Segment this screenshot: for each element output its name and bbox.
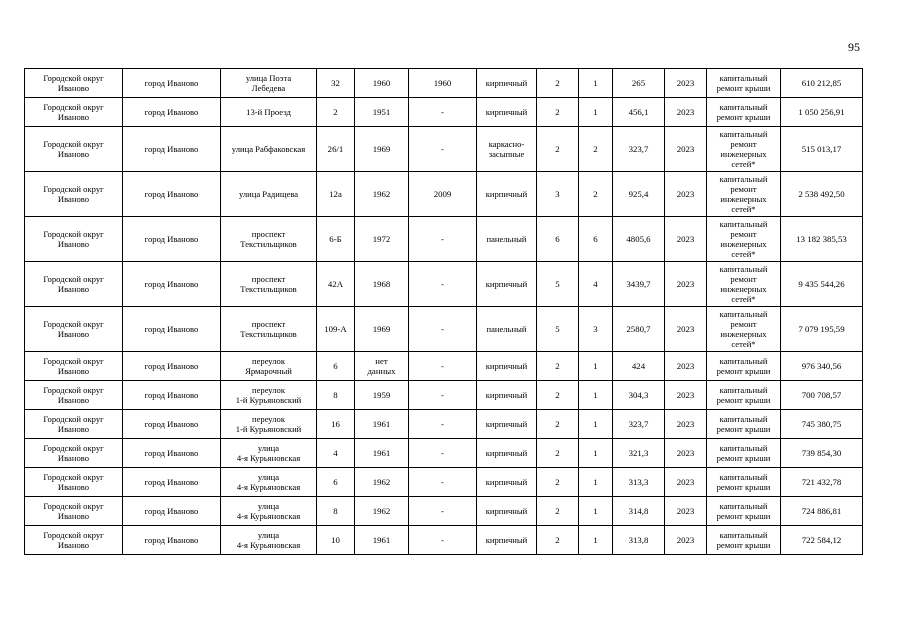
settlement-cell: город Иваново	[123, 307, 221, 352]
house-number-cell: 6-Б	[317, 217, 355, 262]
wall-material-cell: кирпичный	[477, 410, 537, 439]
year-built-cell: 1959	[355, 381, 409, 410]
year-renovated-cell: -	[409, 497, 477, 526]
area-cell: 323,7	[613, 410, 665, 439]
cost-cell: 2 538 492,50	[781, 172, 863, 217]
page-number: 95	[848, 40, 860, 54]
street-cell: переулок Ярмарочный	[221, 352, 317, 381]
planned-year-cell: 2023	[665, 352, 707, 381]
year-renovated-cell: 1960	[409, 69, 477, 98]
year-renovated-cell: -	[409, 468, 477, 497]
entrances-cell: 1	[579, 381, 613, 410]
wall-material-cell: каркасно- засыпные	[477, 127, 537, 172]
cost-cell: 700 708,57	[781, 381, 863, 410]
street-cell: улица 4-я Курьяновская	[221, 526, 317, 555]
housing-repair-table	[24, 68, 863, 555]
street-cell: проспект Текстильщиков	[221, 307, 317, 352]
year-renovated-cell: -	[409, 352, 477, 381]
entrances-cell: 1	[579, 352, 613, 381]
wall-material-cell: панельный	[477, 217, 537, 262]
entrances-cell: 1	[579, 439, 613, 468]
area-cell: 2580,7	[613, 307, 665, 352]
house-number-cell: 2	[317, 98, 355, 127]
cost-cell: 724 886,81	[781, 497, 863, 526]
planned-year-cell: 2023	[665, 497, 707, 526]
planned-year-cell: 2023	[665, 69, 707, 98]
street-cell: улица 4-я Курьяновская	[221, 439, 317, 468]
house-number-cell: 12а	[317, 172, 355, 217]
wall-material-cell: кирпичный	[477, 497, 537, 526]
cost-cell: 721 432,78	[781, 468, 863, 497]
table-row	[25, 69, 863, 98]
settlement-cell: город Иваново	[123, 262, 221, 307]
house-number-cell: 10	[317, 526, 355, 555]
year-built-cell: 1961	[355, 410, 409, 439]
settlement-cell: город Иваново	[123, 526, 221, 555]
table-row	[25, 381, 863, 410]
year-renovated-cell: -	[409, 410, 477, 439]
wall-material-cell: кирпичный	[477, 262, 537, 307]
planned-year-cell: 2023	[665, 410, 707, 439]
cost-cell: 976 340,56	[781, 352, 863, 381]
planned-year-cell: 2023	[665, 381, 707, 410]
year-built-cell: 1962	[355, 468, 409, 497]
wall-material-cell: кирпичный	[477, 69, 537, 98]
floors-cell: 2	[537, 410, 579, 439]
house-number-cell: 109-А	[317, 307, 355, 352]
wall-material-cell: кирпичный	[477, 98, 537, 127]
floors-cell: 2	[537, 98, 579, 127]
table-row	[25, 98, 863, 127]
planned-year-cell: 2023	[665, 262, 707, 307]
year-built-cell: 1968	[355, 262, 409, 307]
settlement-cell: город Иваново	[123, 127, 221, 172]
year-renovated-cell: -	[409, 127, 477, 172]
area-cell: 323,7	[613, 127, 665, 172]
municipality-cell: Городской округ Иваново	[25, 497, 123, 526]
work-type-cell: капитальный ремонт инженерных сетей*	[707, 307, 781, 352]
year-renovated-cell: -	[409, 381, 477, 410]
street-cell: улица 4-я Курьяновская	[221, 468, 317, 497]
year-built-cell: 1961	[355, 439, 409, 468]
entrances-cell: 1	[579, 69, 613, 98]
municipality-cell: Городской округ Иваново	[25, 468, 123, 497]
municipality-cell: Городской округ Иваново	[25, 172, 123, 217]
work-type-cell: капитальный ремонт крыши	[707, 98, 781, 127]
area-cell: 3439,7	[613, 262, 665, 307]
settlement-cell: город Иваново	[123, 497, 221, 526]
municipality-cell: Городской округ Иваново	[25, 439, 123, 468]
area-cell: 424	[613, 352, 665, 381]
table-row	[25, 172, 863, 217]
floors-cell: 3	[537, 172, 579, 217]
entrances-cell: 3	[579, 307, 613, 352]
entrances-cell: 1	[579, 526, 613, 555]
house-number-cell: 6	[317, 468, 355, 497]
table-row	[25, 410, 863, 439]
table-row	[25, 468, 863, 497]
table-row	[25, 307, 863, 352]
entrances-cell: 1	[579, 98, 613, 127]
municipality-cell: Городской округ Иваново	[25, 410, 123, 439]
year-built-cell: 1972	[355, 217, 409, 262]
house-number-cell: 32	[317, 69, 355, 98]
municipality-cell: Городской округ Иваново	[25, 262, 123, 307]
table-row	[25, 439, 863, 468]
floors-cell: 2	[537, 69, 579, 98]
entrances-cell: 4	[579, 262, 613, 307]
house-number-cell: 26/1	[317, 127, 355, 172]
street-cell: улица Поэта Лебедева	[221, 69, 317, 98]
work-type-cell: капитальный ремонт крыши	[707, 69, 781, 98]
work-type-cell: капитальный ремонт крыши	[707, 526, 781, 555]
year-built-cell: 1969	[355, 307, 409, 352]
settlement-cell: город Иваново	[123, 468, 221, 497]
entrances-cell: 2	[579, 127, 613, 172]
house-number-cell: 6	[317, 352, 355, 381]
settlement-cell: город Иваново	[123, 381, 221, 410]
work-type-cell: капитальный ремонт крыши	[707, 352, 781, 381]
municipality-cell: Городской округ Иваново	[25, 307, 123, 352]
area-cell: 4805,6	[613, 217, 665, 262]
floors-cell: 2	[537, 439, 579, 468]
street-cell: переулок 1-й Курьяновский	[221, 381, 317, 410]
cost-cell: 9 435 544,26	[781, 262, 863, 307]
cost-cell: 739 854,30	[781, 439, 863, 468]
settlement-cell: город Иваново	[123, 69, 221, 98]
floors-cell: 6	[537, 217, 579, 262]
area-cell: 304,3	[613, 381, 665, 410]
planned-year-cell: 2023	[665, 307, 707, 352]
year-renovated-cell: -	[409, 98, 477, 127]
cost-cell: 610 212,85	[781, 69, 863, 98]
settlement-cell: город Иваново	[123, 172, 221, 217]
area-cell: 265	[613, 69, 665, 98]
work-type-cell: капитальный ремонт крыши	[707, 497, 781, 526]
year-built-cell: нет данных	[355, 352, 409, 381]
year-built-cell: 1961	[355, 526, 409, 555]
wall-material-cell: кирпичный	[477, 381, 537, 410]
table-row	[25, 352, 863, 381]
street-cell: улица Радищева	[221, 172, 317, 217]
municipality-cell: Городской округ Иваново	[25, 381, 123, 410]
planned-year-cell: 2023	[665, 217, 707, 262]
street-cell: улица 4-я Курьяновская	[221, 497, 317, 526]
planned-year-cell: 2023	[665, 439, 707, 468]
wall-material-cell: кирпичный	[477, 526, 537, 555]
street-cell: переулок 1-й Курьяновский	[221, 410, 317, 439]
year-built-cell: 1962	[355, 497, 409, 526]
street-cell: улица Рабфаковская	[221, 127, 317, 172]
entrances-cell: 2	[579, 172, 613, 217]
table-row	[25, 526, 863, 555]
wall-material-cell: кирпичный	[477, 352, 537, 381]
floors-cell: 2	[537, 127, 579, 172]
work-type-cell: капитальный ремонт крыши	[707, 381, 781, 410]
work-type-cell: капитальный ремонт крыши	[707, 410, 781, 439]
entrances-cell: 6	[579, 217, 613, 262]
wall-material-cell: кирпичный	[477, 468, 537, 497]
cost-cell: 745 380,75	[781, 410, 863, 439]
municipality-cell: Городской округ Иваново	[25, 217, 123, 262]
settlement-cell: город Иваново	[123, 98, 221, 127]
street-cell: проспект Текстильщиков	[221, 217, 317, 262]
floors-cell: 2	[537, 526, 579, 555]
area-cell: 321,3	[613, 439, 665, 468]
municipality-cell: Городской округ Иваново	[25, 127, 123, 172]
cost-cell: 515 013,17	[781, 127, 863, 172]
entrances-cell: 1	[579, 497, 613, 526]
floors-cell: 2	[537, 352, 579, 381]
house-number-cell: 8	[317, 381, 355, 410]
area-cell: 313,8	[613, 526, 665, 555]
entrances-cell: 1	[579, 410, 613, 439]
work-type-cell: капитальный ремонт инженерных сетей*	[707, 262, 781, 307]
area-cell: 313,3	[613, 468, 665, 497]
cost-cell: 7 079 195,59	[781, 307, 863, 352]
municipality-cell: Городской округ Иваново	[25, 69, 123, 98]
wall-material-cell: панельный	[477, 307, 537, 352]
floors-cell: 2	[537, 497, 579, 526]
settlement-cell: город Иваново	[123, 439, 221, 468]
street-cell: 13-й Проезд	[221, 98, 317, 127]
house-number-cell: 4	[317, 439, 355, 468]
planned-year-cell: 2023	[665, 127, 707, 172]
work-type-cell: капитальный ремонт инженерных сетей*	[707, 172, 781, 217]
year-renovated-cell: -	[409, 217, 477, 262]
year-renovated-cell: 2009	[409, 172, 477, 217]
entrances-cell: 1	[579, 468, 613, 497]
cost-cell: 13 182 385,53	[781, 217, 863, 262]
house-number-cell: 42А	[317, 262, 355, 307]
settlement-cell: город Иваново	[123, 352, 221, 381]
municipality-cell: Городской округ Иваново	[25, 352, 123, 381]
year-built-cell: 1951	[355, 98, 409, 127]
floors-cell: 5	[537, 262, 579, 307]
area-cell: 314,8	[613, 497, 665, 526]
area-cell: 925,4	[613, 172, 665, 217]
year-renovated-cell: -	[409, 439, 477, 468]
house-number-cell: 8	[317, 497, 355, 526]
street-cell: проспект Текстильщиков	[221, 262, 317, 307]
year-built-cell: 1962	[355, 172, 409, 217]
planned-year-cell: 2023	[665, 98, 707, 127]
table-row	[25, 497, 863, 526]
planned-year-cell: 2023	[665, 172, 707, 217]
year-renovated-cell: -	[409, 307, 477, 352]
cost-cell: 1 050 256,91	[781, 98, 863, 127]
year-renovated-cell: -	[409, 262, 477, 307]
house-number-cell: 16	[317, 410, 355, 439]
work-type-cell: капитальный ремонт крыши	[707, 468, 781, 497]
table-row	[25, 127, 863, 172]
work-type-cell: капитальный ремонт инженерных сетей*	[707, 217, 781, 262]
planned-year-cell: 2023	[665, 468, 707, 497]
area-cell: 456,1	[613, 98, 665, 127]
table-row	[25, 217, 863, 262]
work-type-cell: капитальный ремонт крыши	[707, 439, 781, 468]
settlement-cell: город Иваново	[123, 410, 221, 439]
table-row	[25, 262, 863, 307]
work-type-cell: капитальный ремонт инженерных сетей*	[707, 127, 781, 172]
municipality-cell: Городской округ Иваново	[25, 526, 123, 555]
year-renovated-cell: -	[409, 526, 477, 555]
planned-year-cell: 2023	[665, 526, 707, 555]
wall-material-cell: кирпичный	[477, 172, 537, 217]
wall-material-cell: кирпичный	[477, 439, 537, 468]
year-built-cell: 1969	[355, 127, 409, 172]
settlement-cell: город Иваново	[123, 217, 221, 262]
floors-cell: 2	[537, 468, 579, 497]
floors-cell: 2	[537, 381, 579, 410]
municipality-cell: Городской округ Иваново	[25, 98, 123, 127]
floors-cell: 5	[537, 307, 579, 352]
cost-cell: 722 584,12	[781, 526, 863, 555]
year-built-cell: 1960	[355, 69, 409, 98]
